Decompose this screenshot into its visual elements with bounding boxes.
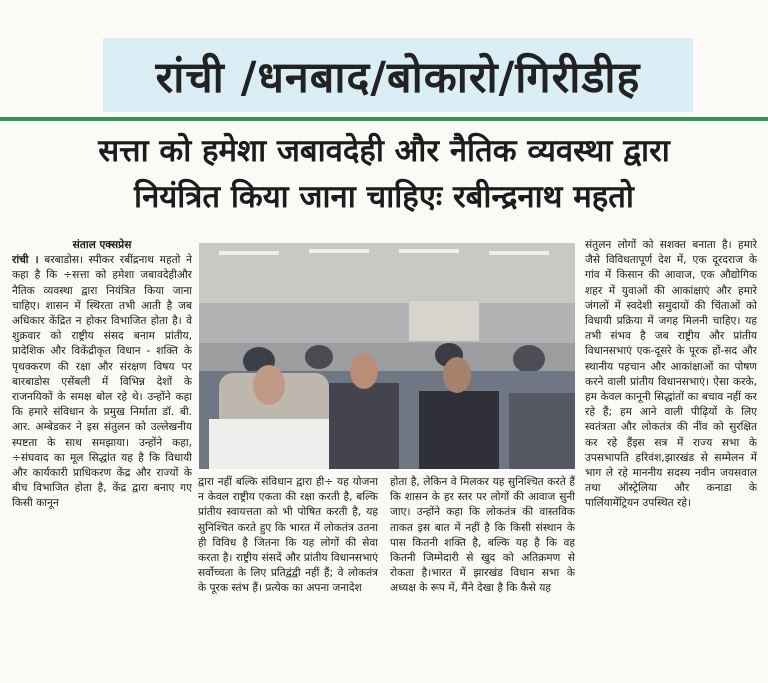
headline-line-1: सत्ता को हमेशा जबावदेही और नैतिक व्यवस्था द्वारा <box>98 133 670 169</box>
banner-cities: रांची /धनबाद/बोकारो/गिरीडीह <box>155 52 641 103</box>
article-column-1 <box>12 238 192 678</box>
headline <box>10 128 758 220</box>
city-banner <box>103 38 693 112</box>
column-3-text: होता है, लेकिन वे मिलकर यह सुनिश्चित करते हैं कि शासन के हर स्तर पर लोगों की आवाज सुनी जाए। उन्होंने कहा कि लोकतंत्र की वास्तविक ताकत इस बात में नहीं है कि किसी संस्थान के पास कितनी शक्ति है, बल्कि यह है कि वह कितनी जिम्मेदारी से खुद को अतिक्रमण से रोकता है।भारत में झारखंड विधान सभा के अध्यक्ष के रूप में, मैंने देखा है कि कैसे यह <box>390 476 575 595</box>
headline-line-2: नियंत्रित किया जाना चाहिएः रबीन्द्रनाथ महतो <box>134 179 634 215</box>
article-column-3 <box>390 475 575 675</box>
article-column-2 <box>198 475 378 675</box>
column-1-text: बरबाडोस। स्पीकर रबींद्रनाथ महतो ने कहा है कि ÷सत्ता को हमेशा जबावदेहीऔर नैतिक व्यवस्था द्वारा नियंत्रित किया जाना चाहिए। शासन में स्थिरता तभी आती है जब अधिकार केंद्रित न होकर विभाजित होता है। वे शुक्रवार को राष्ट्रीय संसद बनाम प्रांतीय, प्रादेशिक और विकेंद्रीकृत विधान - शक्ति के पृथक्करण की रक्षा और संरक्षण विषय पर बारबाडोस एसेंबली में विभिन्न देशों के राजनयिकों के समक्ष बोल रहे थे। उन्होंने कहा कि हमारे संविधान के प्रमुख निर्माता डॉ. बी. आर. अम्बेडकर ने इस संतुलन को उल्लेखनीय स्पष्टता के साथ समझाया। उन्होंने कहा, ÷संघवाद का मूल सिद्धांत यह है कि विधायी और कार्यकारी प्राधिकरण केंद्र और राज्यों के बीच विभाजित होता है, केंद्र द्वारा बनाए गए किसी कानून <box>12 254 192 510</box>
green-rule <box>0 117 768 121</box>
byline: संताल एक्सप्रेस <box>72 239 132 251</box>
column-2-text: द्वारा नहीं बल्कि संविधान द्वारा ही÷ यह योजना न केवल राष्ट्रीय एकता की रक्षा करती है, बल्कि प्रांतीय स्वायत्तता को भी पोषित करती है, यह सुनिश्चित करते हुए कि भारत में लोकतंत्र उतना ही विविध है जितना कि यह लोगों की सेवा करता है। राष्ट्रीय संसदें और प्रांतीय विधानसभाएं सर्वोच्चता के लिए प्रतिद्वंद्वी नहीं हैं; वे लोकतंत्र के पूरक स्तंभ हैं। प्रत्येक का अपना जनादेश <box>198 476 378 595</box>
column-4-text: संतुलन लोगों को सशक्त बनाता है। हमारे जैसे विविधतापूर्ण देश में, एक दूरदराज के गांव में किसान की आवाज, एक औद्योगिक शहर में युवाओं की आकांक्षाएं और हमारे जंगलों में स्वदेशी समुदायों की चिंताओं को विधायी प्रक्रिया में जगह मिलनी चाहिए। यह तभी संभव है जब राष्ट्रीय और प्रांतीय विधानसभाएं एक-दूसरे के पूरक हों-सद और स्थानीय पहचान और आकांक्षाओं का पोषण करने वाली प्रांतीय विधानसभाएं। ऐसा करके, हम केवल कानूनी सिद्धांतों का बचाव नहीं कर रहे हैं; हम आने वाली पीढ़ियों के लिए स्वतंत्रता और लोकतंत्र की नींव को सुरक्षित कर रहे हैंइस सत्र में राज्य सभा के उपसभापति हरिवंश,झारखंड से सम्मेलन में भाग ले रहे माननीय सदस्य नवीन जयसवाल तथा ऑस्ट्रेलिया और कनाडा के पार्लियामेंट्रियन उपस्थित रहे। <box>585 239 757 510</box>
article-column-4 <box>585 238 757 678</box>
conference-photo <box>199 243 575 469</box>
dateline: रांची । <box>12 254 39 267</box>
